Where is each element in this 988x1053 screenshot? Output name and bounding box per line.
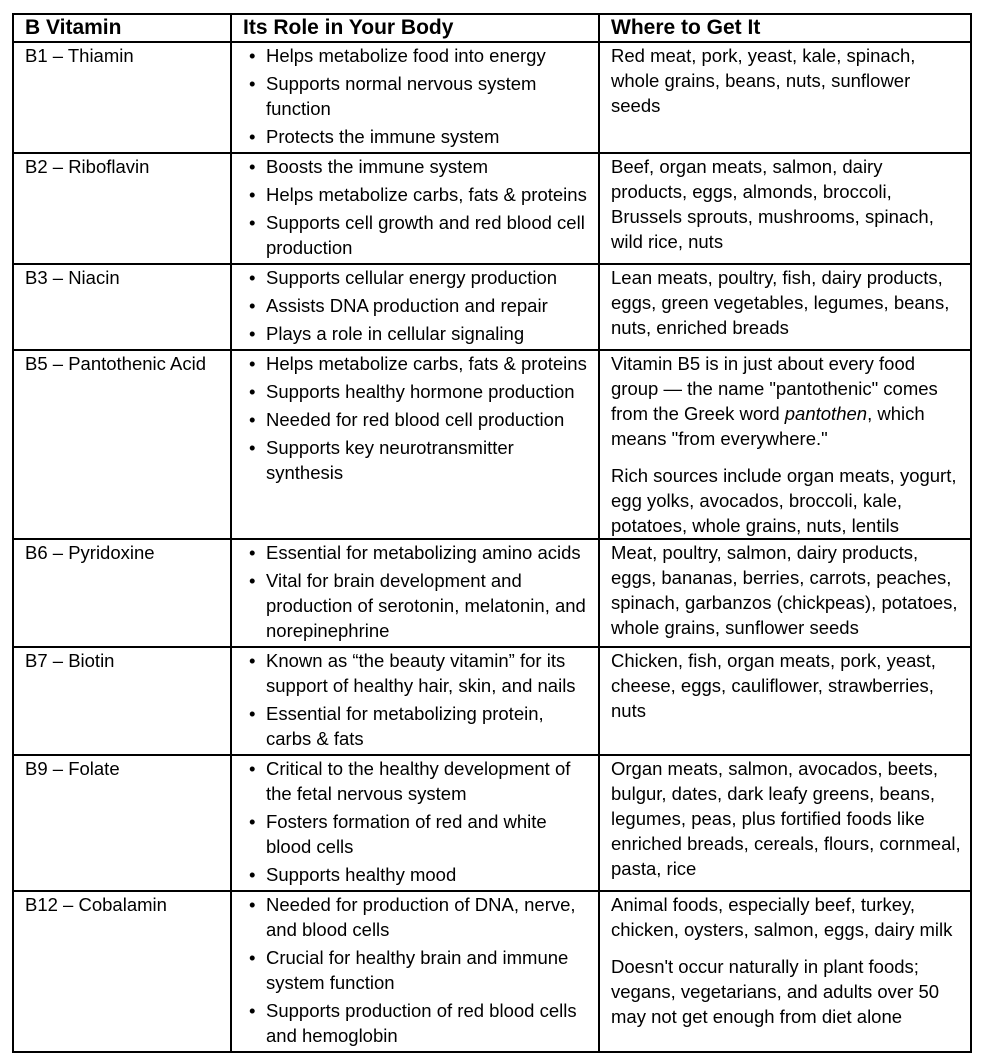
role-item: • Supports key neurotransmitter synthesis [249,437,514,483]
role-item: • Assists DNA production and repair [249,295,548,316]
source-paragraph: Doesn't occur naturally in plant foods; vegans, vegetarians, and adults over 50 may not get enough from diet alone [611,956,940,1027]
role-item: • Plays a role in cellular signaling [249,323,525,344]
role-item: • Supports production of red blood cells and hemoglobin [249,1000,577,1046]
role-item: • Fosters formation of red and white blood cells [249,811,547,857]
table-row [13,647,971,755]
vitamin-name: B9 – Folate [13,755,231,891]
vitamin-name: B2 – Riboflavin [13,153,231,264]
role-item: • Needed for production of DNA, nerve, and blood cells [249,894,576,940]
role-item: • Boosts the immune system [249,156,489,177]
role-cell [231,891,599,1052]
role-item: • Supports normal nervous system function [249,73,537,119]
table-row [13,755,971,891]
role-item: • Needed for red blood cell production [249,409,565,430]
source-cell: Beef, organ meats, salmon, dairy products, eggs, almonds, broccoli, Brussels sprouts, mushrooms, spinach, wild rice, nuts [599,153,971,264]
role-item: • Supports cell growth and red blood cell production [249,212,585,258]
table-row [13,264,971,350]
role-item: • Supports cellular energy production [249,267,558,288]
vitamin-name: B5 – Pantothenic Acid [13,350,231,539]
role-cell [231,153,599,264]
role-cell [231,350,599,539]
source-cell: Chicken, fish, organ meats, pork, yeast, cheese, eggs, cauliflower, strawberries, nuts [599,647,971,755]
header-row [13,14,971,42]
source-cell: Organ meats, salmon, avocados, beets, bulgur, dates, dark leafy greens, beans, legumes, peas, plus fortified foods like enriched breads, cereals, flours, cornmeal, pasta, rice [599,755,971,891]
role-item: • Crucial for healthy brain and immune system function [249,947,569,993]
role-item: • Supports healthy hormone production [249,381,575,402]
role-cell [231,42,599,153]
source-cell: Lean meats, poultry, fish, dairy products, eggs, green vegetables, legumes, beans, nuts, enriched breads [599,264,971,350]
role-item: • Helps metabolize carbs, fats & proteins [249,353,587,374]
role-item: • Essential for metabolizing amino acids [249,542,581,563]
table-row [13,153,971,264]
table-row [13,891,971,1052]
role-item: • Supports healthy mood [249,864,457,885]
role-item: • Known as “the beauty vitamin” for its support of healthy hair, skin, and nails [249,650,576,696]
table-row [13,539,971,647]
source-paragraph: Animal foods, especially beef, turkey, chicken, oysters, salmon, eggs, dairy milk [611,894,953,940]
source-cell: Red meat, pork, yeast, kale, spinach, whole grains, beans, nuts, sunflower seeds [599,42,971,153]
role-cell [231,264,599,350]
vitamin-name: B12 – Cobalamin [13,891,231,1052]
role-cell [231,647,599,755]
role-item: • Vital for brain development and production of serotonin, melatonin, and norepinephrine [249,570,586,641]
role-item: • Helps metabolize carbs, fats & proteins [249,184,587,205]
vitamin-name: B7 – Biotin [13,647,231,755]
table-row [13,42,971,153]
b-vitamin-table [12,13,972,1053]
vitamin-name: B1 – Thiamin [13,42,231,153]
source-paragraph: Rich sources include organ meats, yogurt, egg yolks, avocados, broccoli, kale, potatoes, whole grains, nuts, lentils [611,465,957,536]
role-cell [231,539,599,647]
vitamin-name: B3 – Niacin [13,264,231,350]
role-item: • Essential for metabolizing protein, carbs & fats [249,703,544,749]
source-cell: Meat, poultry, salmon, dairy products, eggs, bananas, berries, carrots, peaches, spinach, garbanzos (chickpeas), potatoes, whole grains, sunflower seeds [599,539,971,647]
source-cell [599,350,971,539]
source-paragraph: Vitamin B5 is in just about every food group — the name "pantothenic" comes from the Greek word pantothen, which means "from everywhere." [611,353,938,449]
vitamin-name: B6 – Pyridoxine [13,539,231,647]
header-role: Its Role in Your Body [231,14,599,42]
role-cell [231,755,599,891]
role-item: • Helps metabolize food into energy [249,45,546,66]
header-vitamin: B Vitamin [13,14,231,42]
role-item: • Protects the immune system [249,126,500,147]
table-row [13,350,971,539]
header-source: Where to Get It [599,14,971,42]
source-cell [599,891,971,1052]
role-item: • Critical to the healthy development of the fetal nervous system [249,758,571,804]
